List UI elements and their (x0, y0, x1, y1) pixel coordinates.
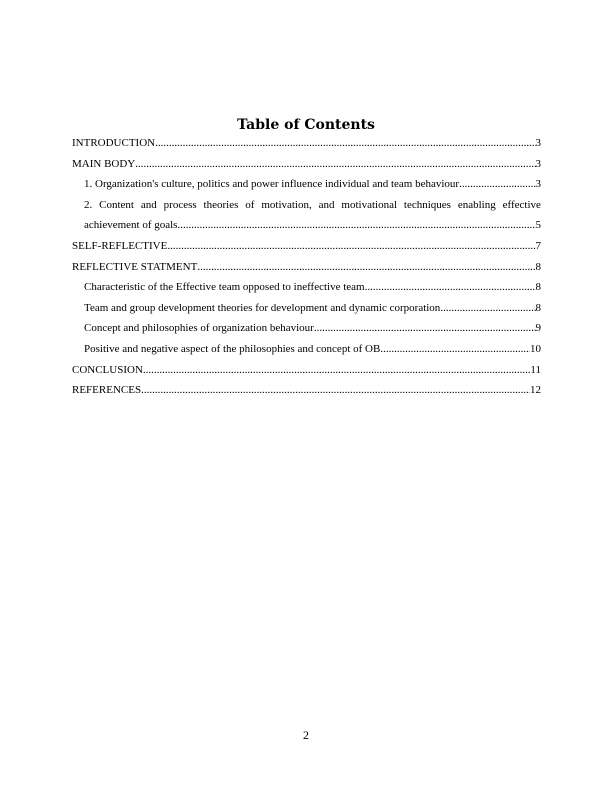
toc-entry-label: REFLECTIVE STATMENT (72, 260, 198, 273)
toc-entry-word: techniques (403, 198, 451, 211)
toc-entry-word: theories (203, 198, 239, 211)
dot-leader (459, 174, 535, 195)
dot-leader (167, 236, 535, 257)
toc-entry-word: effective (502, 198, 541, 211)
toc-entry-word: and (318, 198, 335, 211)
dot-leader (197, 257, 535, 278)
toc-entry-page: 9 (535, 322, 541, 335)
toc-entry-label: MAIN BODY (72, 157, 136, 170)
toc-entry-word: enabling (457, 198, 496, 211)
toc-entry-page: 12 (530, 384, 541, 397)
dot-leader (143, 360, 531, 381)
toc-entry-page: 5 (535, 219, 541, 232)
toc-entry-page: 3 (535, 137, 541, 149)
toc-entry-label: Characteristic of the Effective team opposed to ineffective team (84, 281, 365, 294)
page-number: 2 (303, 728, 309, 742)
toc-entry-word: 2. (84, 198, 93, 211)
toc-entry-page: 10 (530, 342, 541, 355)
toc-entry-word: Content (99, 198, 134, 211)
dot-leader (440, 298, 535, 319)
toc-entry-word: and (140, 198, 157, 211)
toc-entry-label: CONCLUSION (72, 363, 143, 376)
toc-entry-word: motivation, (261, 198, 312, 211)
dot-leader (177, 215, 535, 236)
toc-entry-page: 11 (530, 363, 541, 376)
toc-entry-positive-negative[interactable] (72, 339, 541, 360)
dot-leader (155, 133, 535, 154)
dot-leader (314, 318, 536, 339)
dot-leader (135, 154, 535, 175)
toc-entry-label: REFERENCES (72, 384, 142, 397)
toc-entry-label-line1 (84, 195, 541, 216)
toc-entry-word: motivational (341, 198, 398, 211)
toc-title: Table of Contents (237, 117, 375, 133)
toc-entry-main-body[interactable] (72, 154, 541, 175)
toc-entry-concept-philosophies[interactable] (72, 318, 541, 339)
dot-leader (365, 277, 536, 298)
toc-entry-page: 7 (535, 239, 541, 252)
toc-entry-references[interactable] (72, 380, 541, 401)
toc-entry-page: 8 (535, 281, 541, 294)
toc-entry-label: INTRODUCTION (72, 137, 156, 149)
toc-entry-conclusion[interactable] (72, 360, 541, 381)
toc-entry-page: 3 (535, 178, 541, 191)
toc-entry-label-line2: achievement of goals (84, 219, 178, 232)
table-of-contents (72, 133, 541, 401)
toc-entry-self-reflective[interactable] (72, 236, 541, 257)
toc-entry-page: 3 (535, 157, 541, 170)
toc-entry-effective-team[interactable] (72, 277, 541, 298)
toc-entry-label: Team and group development theories for development and dynamic corporation (84, 301, 441, 314)
toc-entry-motivation-theories[interactable] (72, 195, 541, 236)
toc-entry-page: 8 (535, 301, 541, 314)
toc-entry-label: Positive and negative aspect of the philosophies and concept of OB (84, 342, 381, 355)
toc-entry-label: SELF-REFLECTIVE (72, 239, 168, 252)
toc-entry-word: of (245, 198, 255, 211)
toc-entry-label: Concept and philosophies of organization behaviour (84, 322, 314, 335)
toc-entry-page: 8 (535, 260, 541, 273)
toc-entry-label: 1. Organization's culture, politics and power influence individual and team behaviour (84, 178, 460, 191)
toc-entry-culture-politics[interactable] (72, 174, 541, 195)
toc-entry-introduction[interactable] (72, 133, 541, 154)
toc-entry-reflective-statment[interactable] (72, 257, 541, 278)
dot-leader (141, 380, 530, 401)
dot-leader (380, 339, 530, 360)
toc-entry-word: process (163, 198, 197, 211)
toc-entry-team-development[interactable] (72, 298, 541, 319)
